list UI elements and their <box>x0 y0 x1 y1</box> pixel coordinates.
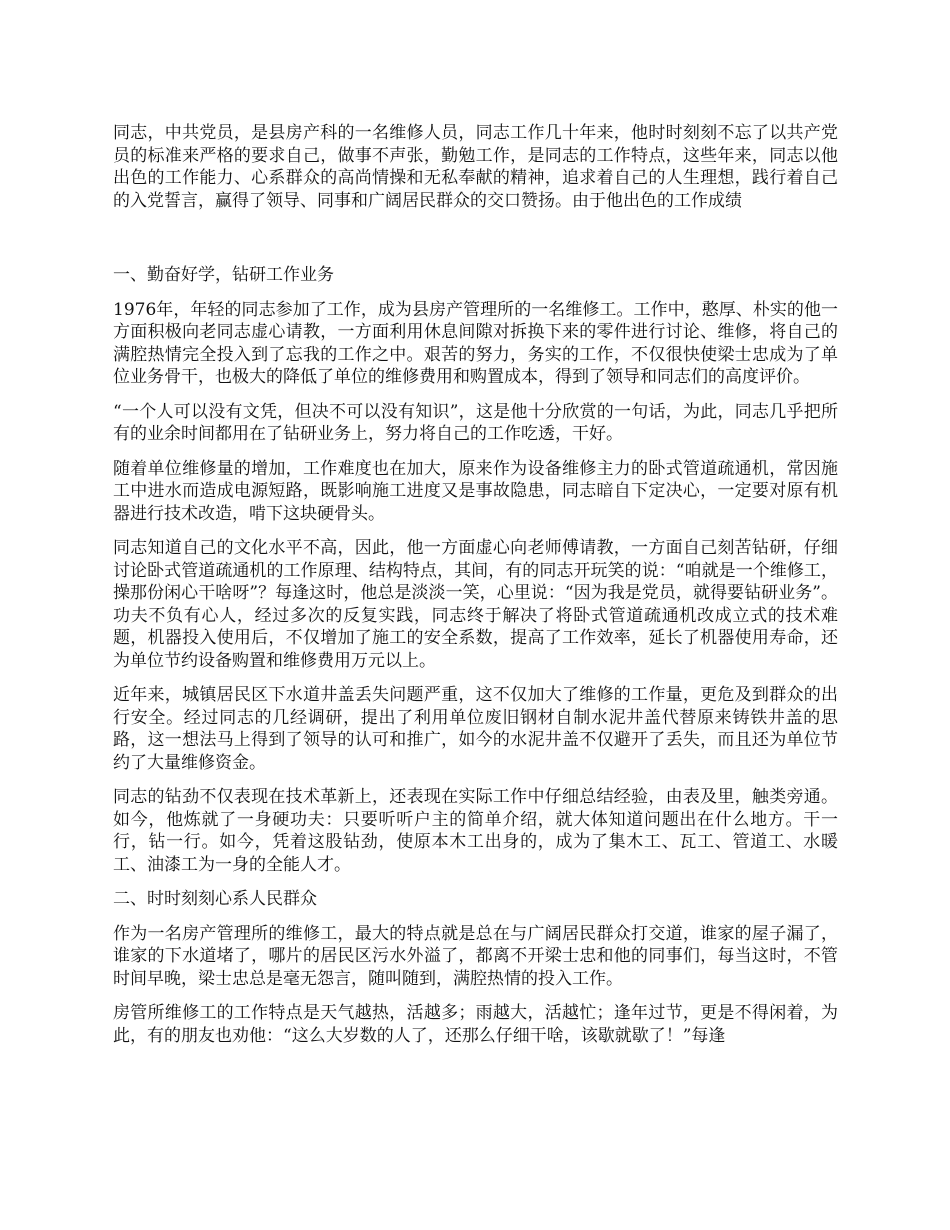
section2-paragraph-2: 房管所维修工的工作特点是天气越热，活越多；雨越大，活越忙；逢年过节，更是不得闲着，为此，有的朋友也劝他：“这么大岁数的人了，还那么仔细干啥，该歇就歇了！”每逢 <box>113 1003 838 1046</box>
section-spacer <box>113 212 838 264</box>
section2-heading: 二、时时刻刻心系人民群众 <box>113 889 317 909</box>
document-body <box>113 122 838 1059</box>
section1-heading: 一、勤奋好学，钻研工作业务 <box>113 265 334 285</box>
section1-paragraph-3: 随着单位维修量的增加，工作难度也在加大，原来作为设备维修主力的卧式管道疏通机，常因施工中进水而造成电源短路，既影响施工进度又是事故隐患，同志暗自下定决心，一定要对原有机器进行技术改造，啃下这块硬骨头。 <box>113 458 838 524</box>
section1-paragraph-4: 同志知道自己的文化水平不高，因此，他一方面虚心向老师傅请教，一方面自己刻苦钻研，仔细讨论卧式管道疏通机的工作原理、结构特点，其间，有的同志开玩笑的说：“咱就是一个维修工，操那份闲心干啥呀”？每逢这时，他总是淡淡一笑，心里说：“因为我是党员，就得要钻研业务”。功夫不负有心人，经过多次的反复实践，同志终于解决了将卧式管道疏通机改成立式的技术难题，机器投入使用后，不仅增加了施工的安全系数，提高了工作效率，延长了机器使用寿命，还为单位节约设备购置和维修费用万元以上。 <box>113 538 838 671</box>
section1-paragraph-1: 1976年，年轻的同志参加了工作，成为县房产管理所的一名维修工。工作中，憨厚、朴实的他一方面积极向老同志虚心请教，一方面利用休息间隙对拆换下来的零件进行讨论、维修，将自己的满腔热情完全投入到了忘我的工作之中。艰苦的努力，务实的工作，不仅很快使梁士忠成为了单位业务骨干，也极大的降低了单位的维修费用和购置成本，得到了领导和同志们的高度评价。 <box>113 299 838 387</box>
section1-paragraph-2: “一个人可以没有文凭，但决不可以没有知识”，这是他十分欣赏的一句话，为此，同志几乎把所有的业余时间都用在了钻研业务上，努力将自己的工作吃透，干好。 <box>113 401 838 444</box>
section1-paragraph-6: 同志的钻劲不仅表现在技术革新上，还表现在实际工作中仔细总结经验，由表及里，触类旁通。如今，他炼就了一身硬功夫：只要听听户主的简单介绍，就大体知道问题出在什么地方。干一行，钻一行。如今，凭着这股钻劲，使原本木工出身的，成为了集木工、瓦工、管道工、水暖工、油漆工为一身的全能人才。 <box>113 787 838 875</box>
section1-paragraph-5: 近年来，城镇居民区下水道井盖丢失问题严重，这不仅加大了维修的工作量，更危及到群众的出行安全。经过同志的几经调研，提出了利用单位废旧钢材自制水泥井盖代替原来铸铁井盖的思路，这一想法马上得到了领导的认可和推广，如今的水泥井盖不仅避开了丢失，而且还为单位节约了大量维修资金。 <box>113 685 838 773</box>
section2-paragraph-1: 作为一名房产管理所的维修工，最大的特点就是总在与广阔居民群众打交道，谁家的屋子漏了，谁家的下水道堵了，哪片的居民区污水外溢了，都离不开梁士忠和他的同事们，每当这时，不管时间早晚，梁士忠总是毫无怨言，随叫随到，满腔热情的投入工作。 <box>113 923 838 989</box>
intro-paragraph: 同志，中共党员，是县房产科的一名维修人员，同志工作几十年来，他时时刻刻不忘了以共产党员的标准来严格的要求自己，做事不声张，勤勉工作，是同志的工作特点，这些年来，同志以他出色的工作能力、心系群众的高尚情操和无私奉献的精神，追求着自己的人生理想，践行着自己的入党誓言，赢得了领导、同事和广阔居民群众的交口赞扬。由于他出色的工作成绩 <box>113 123 838 211</box>
